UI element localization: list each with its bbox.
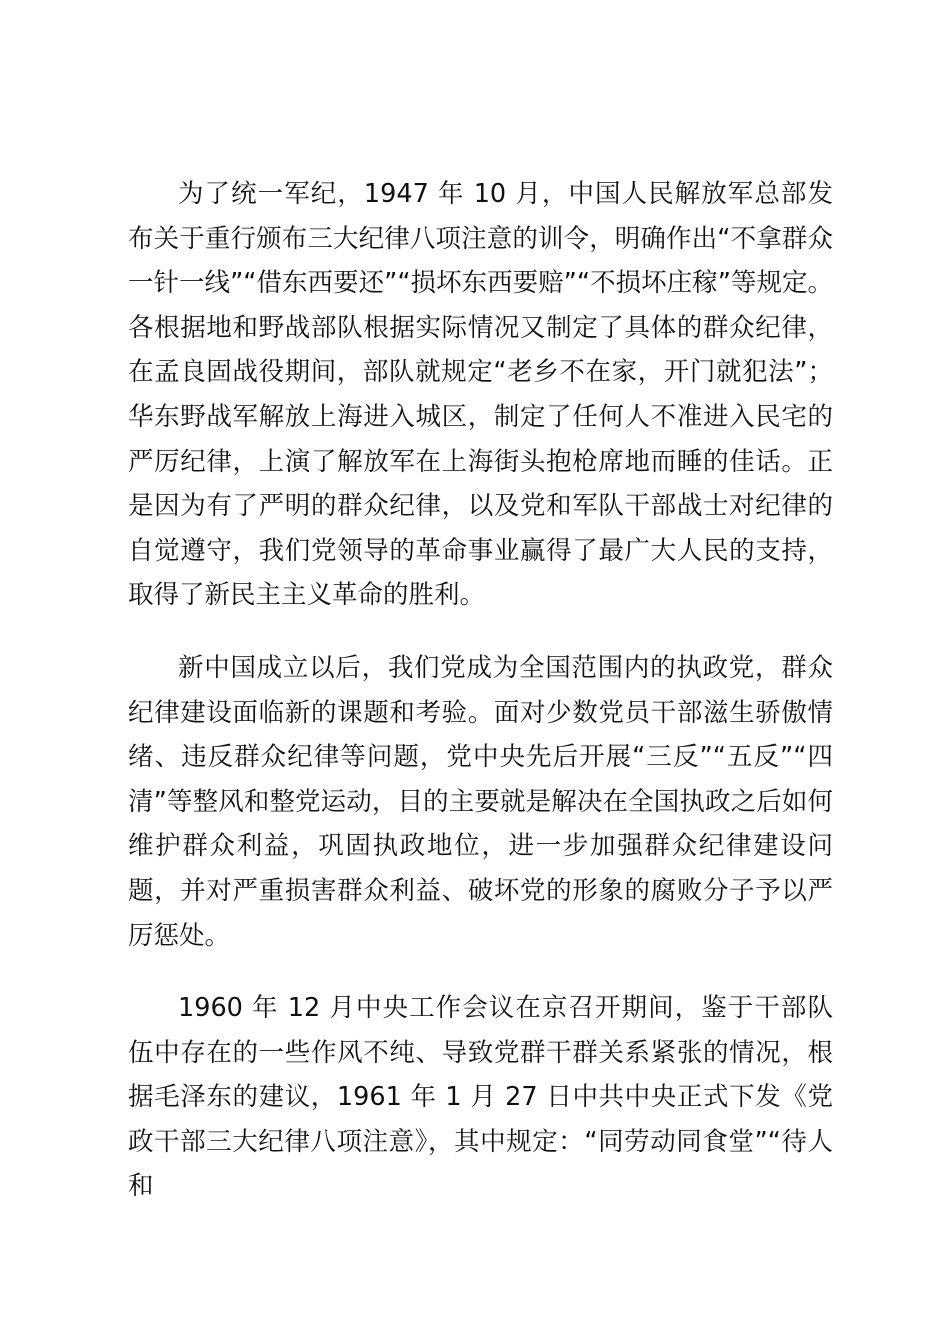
paragraph-2: 新中国成立以后，我们党成为全国范围内的执政党，群众纪律建设面临新的课题和考验。面对少数党员干部滋生骄傲情绪、违反群众纪律等问题，党中央先后开展“三反”“五反”“四清”等整风和整党运动，目的主要就是解决在全国执政之后如何维护群众利益，巩固执政地位，进一步加强群众纪律建设问题，并对严重损害群众利益、破坏党的形象的腐败分子予以严厉惩处。 <box>128 652 833 951</box>
paragraph-1: 为了统一军纪，1947 年 10 月，中国人民解放军总部发布关于重行颁布三大纪律八项注意的训令，明确作出“不拿群众一针一线”“借东西要还”“损坏东西要赔”“不损坏庄稼”等规定。各根据地和野战部队根据实际情况又制定了具体的群众纪律，在孟良固战役期间，部队就规定“老乡不在家，开门就犯法”；华东野战军解放上海进入城区，制定了任何人不准进入民宅的严厉纪律，上演了解放军在上海街头抱枪席地而睡的佳话。正是因为有了严明的群众纪律，以及党和军队干部战士对纪律的自觉遵守，我们党领导的革命事业赢得了最广大人民的支持，取得了新民主主义革命的胜利。 <box>128 179 833 611</box>
paragraph-3: 1960 年 12 月中央工作会议在京召开期间，鉴于干部队伍中存在的一些作风不纯、导致党群干群关系紧张的情况，根据毛泽东的建议，1961 年 1 月 27 日中共中央正式下发《党政干部三大纪律八项注意》，其中规定：“同劳动同食堂”“待人和 <box>128 993 833 1202</box>
document-body <box>128 172 833 1237</box>
